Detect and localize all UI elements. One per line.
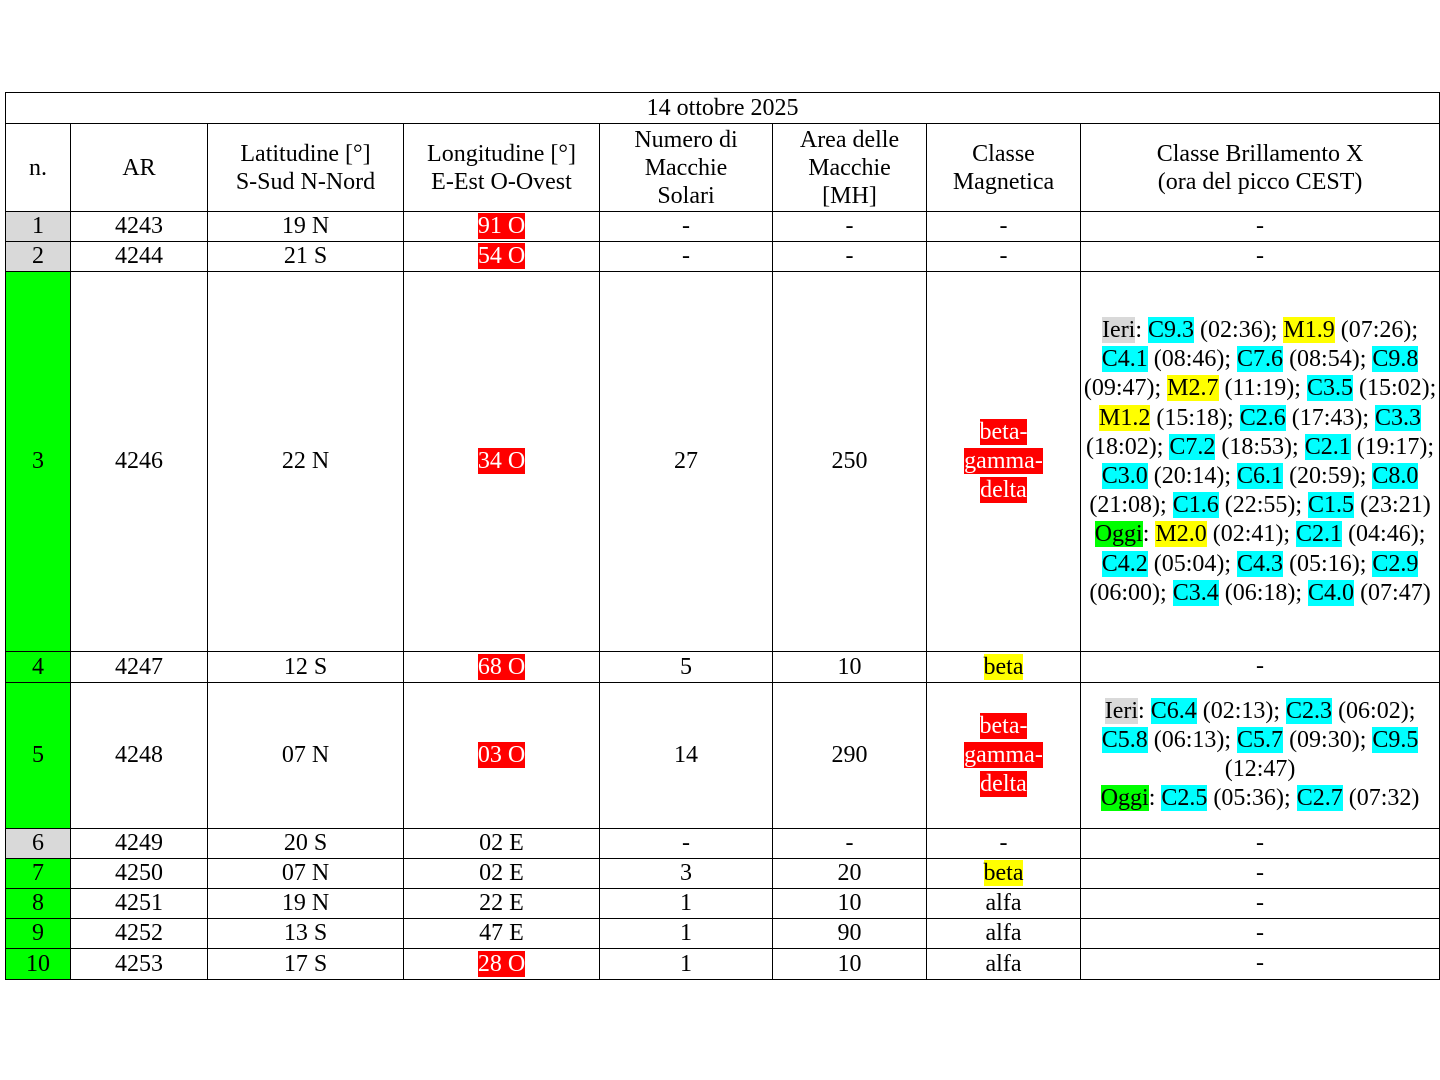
table-row: [6, 212, 1440, 242]
flare-class: M1.9: [1283, 316, 1335, 343]
flare-class: M2.7: [1167, 375, 1219, 402]
flare-time: (09:47);: [1083, 375, 1162, 402]
cell-lat: 19 N: [208, 212, 404, 242]
cell-area: 10: [773, 652, 927, 682]
flare-class: C2.9: [1372, 550, 1419, 577]
flare-class: C2.1: [1304, 433, 1351, 460]
cell-lat: 17 S: [208, 949, 404, 979]
flare-class: C5.7: [1237, 726, 1284, 753]
cell-spots: -: [600, 212, 773, 242]
flare-time: (06:18);: [1224, 579, 1303, 606]
cell-lat: 12 S: [208, 652, 404, 682]
flare-time: (08:46);: [1153, 346, 1232, 373]
flare-class: C2.1: [1296, 521, 1343, 548]
flare-class: C1.6: [1172, 492, 1219, 519]
today-label: Oggi: [1100, 785, 1149, 812]
flare-time: (07:47): [1360, 579, 1431, 606]
cell-area: 290: [773, 682, 927, 828]
cell-flares: -: [1081, 889, 1440, 919]
cell-area: -: [773, 242, 927, 272]
flare-time: (23:21): [1360, 492, 1431, 519]
cell-area: -: [773, 828, 927, 858]
cell-n: 3: [6, 272, 71, 652]
cell-area: 250: [773, 272, 927, 652]
cell-n: 6: [6, 828, 71, 858]
cell-mag: alfa: [927, 949, 1081, 979]
cell-mag: alfa: [927, 889, 1081, 919]
flare-time: (11:19);: [1224, 375, 1301, 402]
cell-spots: 14: [600, 682, 773, 828]
header-flare-class: Classe Brillamento X (ora del picco CEST): [1081, 124, 1440, 212]
cell-mag: [927, 682, 1081, 828]
cell-area: 90: [773, 919, 927, 949]
flare-time: (20:14);: [1153, 462, 1232, 489]
cell-lat: 07 N: [208, 858, 404, 888]
table-title: 14 ottobre 2025: [6, 93, 1440, 124]
header-longitude: Longitudine [°] E-Est O-Ovest: [404, 124, 600, 212]
cell-n: 9: [6, 919, 71, 949]
yesterday-label: Ieri: [1102, 316, 1136, 343]
cell-n: 7: [6, 858, 71, 888]
flare-class: C6.4: [1150, 697, 1197, 724]
sunspot-table: [5, 92, 1440, 980]
flare-class: C3.5: [1306, 375, 1353, 402]
flare-time: (05:04);: [1153, 550, 1232, 577]
cell-flares: -: [1081, 242, 1440, 272]
flare-time: (02:41);: [1212, 521, 1291, 548]
cell-n: 1: [6, 212, 71, 242]
cell-area: 10: [773, 949, 927, 979]
cell-lon: [404, 212, 600, 242]
flare-class: C5.8: [1101, 726, 1148, 753]
cell-flares: [1081, 682, 1440, 828]
cell-spots: 3: [600, 858, 773, 888]
cell-ar: 4248: [71, 682, 208, 828]
cell-spots: 27: [600, 272, 773, 652]
flare-time: (07:32): [1348, 785, 1420, 812]
header-ar: AR: [71, 124, 208, 212]
flare-time: (18:02);: [1086, 433, 1164, 460]
cell-flares: [1081, 272, 1440, 652]
header-latitude: Latitudine [°] S-Sud N-Nord: [208, 124, 404, 212]
cell-flares: -: [1081, 949, 1440, 979]
flare-time: (06:02);: [1338, 697, 1416, 724]
cell-lat: 19 N: [208, 889, 404, 919]
flares-yesterday: Ieri: C9.3 (02:36); M1.9 (07:26); C4.1 (08:46); C7.6 (08:54); C9.8 (09:47); M2.7 (11:19); C3.5 (15:02); M1.2 (15:18); C2.6 (17:43); C3.3 (18:02); C7.2 (18:53); C2.1 (19:17); C3.0 (20:14); C6.1 (20:59); C8.0 (21:08); C1.6 (22:55); C1.5 (23:21): [1083, 316, 1437, 519]
flare-class: C3.4: [1172, 579, 1219, 606]
flare-time: (12:47): [1224, 756, 1296, 783]
table-row: [6, 858, 1440, 888]
cell-n: 4: [6, 652, 71, 682]
flare-time: (22:55);: [1224, 492, 1303, 519]
cell-n: 2: [6, 242, 71, 272]
table-row: [6, 652, 1440, 682]
cell-lat: 13 S: [208, 919, 404, 949]
flare-class: C4.0: [1308, 579, 1355, 606]
flare-time: (20:59);: [1289, 462, 1367, 489]
cell-lon: 02 E: [404, 858, 600, 888]
cell-lat: 07 N: [208, 682, 404, 828]
mag-value: beta- gamma- delta: [964, 712, 1043, 797]
lon-value: 03 O: [477, 741, 526, 768]
flare-class: C4.1: [1101, 346, 1148, 373]
flares-today: Oggi: C2.5 (05:36); C2.7 (07:32): [1100, 785, 1420, 812]
flares-today: Oggi: M2.0 (02:41); C2.1 (04:46); C4.2 (05:04); C4.3 (05:16); C2.9 (06:00); C3.4 (06:18); C4.0 (07:47): [1089, 521, 1431, 606]
cell-mag: [927, 272, 1081, 652]
flare-class: C9.3: [1148, 316, 1195, 343]
table-row: [6, 242, 1440, 272]
cell-mag: -: [927, 212, 1081, 242]
cell-lat: 21 S: [208, 242, 404, 272]
cell-flares: -: [1081, 652, 1440, 682]
cell-flares: -: [1081, 919, 1440, 949]
flare-class: C2.7: [1296, 785, 1343, 812]
table-row: [6, 919, 1440, 949]
cell-flares: -: [1081, 858, 1440, 888]
cell-area: 20: [773, 858, 927, 888]
flare-class: C7.2: [1169, 433, 1216, 460]
cell-ar: 4252: [71, 919, 208, 949]
cell-lon: [404, 949, 600, 979]
flare-time: (17:43);: [1291, 404, 1370, 431]
cell-ar: 4250: [71, 858, 208, 888]
cell-n: 10: [6, 949, 71, 979]
flare-time: (06:13);: [1153, 726, 1232, 753]
flare-class: C8.0: [1372, 462, 1419, 489]
flare-class: C4.2: [1101, 550, 1148, 577]
cell-spots: 1: [600, 919, 773, 949]
flare-time: (07:26);: [1340, 316, 1419, 343]
cell-lon: 02 E: [404, 828, 600, 858]
table-row: [6, 272, 1440, 652]
flare-class: C2.6: [1239, 404, 1286, 431]
flare-class: C9.5: [1372, 726, 1419, 753]
cell-spots: 1: [600, 889, 773, 919]
flare-time: (04:46);: [1348, 521, 1426, 548]
cell-ar: 4246: [71, 272, 208, 652]
mag-value: beta: [983, 859, 1024, 886]
cell-mag: -: [927, 242, 1081, 272]
cell-mag: [927, 652, 1081, 682]
cell-spots: 5: [600, 652, 773, 682]
table-row: [6, 889, 1440, 919]
cell-flares: -: [1081, 828, 1440, 858]
cell-lon: [404, 682, 600, 828]
flare-class: C9.8: [1372, 346, 1419, 373]
cell-ar: 4253: [71, 949, 208, 979]
header-spot-count: Numero di Macchie Solari: [600, 124, 773, 212]
cell-lon: [404, 272, 600, 652]
flare-class: C3.0: [1101, 462, 1148, 489]
flare-time: (05:36);: [1213, 785, 1291, 812]
cell-ar: 4244: [71, 242, 208, 272]
flare-class: C2.5: [1161, 785, 1208, 812]
cell-mag: alfa: [927, 919, 1081, 949]
cell-lat: 20 S: [208, 828, 404, 858]
flare-time: (02:13);: [1202, 697, 1281, 724]
yesterday-label: Ieri: [1104, 697, 1139, 724]
cell-spots: -: [600, 828, 773, 858]
mag-value: beta- gamma- delta: [964, 419, 1043, 504]
cell-area: -: [773, 212, 927, 242]
flare-time: (06:00);: [1089, 579, 1167, 606]
lon-value: 68 O: [477, 653, 526, 680]
cell-lat: 22 N: [208, 272, 404, 652]
flare-time: (19:17);: [1356, 433, 1435, 460]
flare-time: (05:16);: [1289, 550, 1367, 577]
flare-time: (15:02);: [1358, 375, 1437, 402]
lon-value: 54 O: [477, 243, 526, 270]
cell-lon: [404, 242, 600, 272]
cell-mag: -: [927, 828, 1081, 858]
flare-class: M2.0: [1155, 521, 1207, 548]
cell-ar: 4251: [71, 889, 208, 919]
flare-time: (15:18);: [1156, 404, 1234, 431]
flare-time: (08:54);: [1289, 346, 1367, 373]
cell-spots: -: [600, 242, 773, 272]
flare-class: C1.5: [1308, 492, 1355, 519]
lon-value: 28 O: [477, 950, 526, 977]
cell-area: 10: [773, 889, 927, 919]
table-row: [6, 682, 1440, 828]
flare-class: C6.1: [1237, 462, 1284, 489]
header-n: n.: [6, 124, 71, 212]
cell-ar: 4249: [71, 828, 208, 858]
mag-value: beta: [983, 653, 1024, 680]
flare-time: (21:08);: [1089, 492, 1167, 519]
cell-mag: [927, 858, 1081, 888]
flare-time: (02:36);: [1200, 316, 1278, 343]
cell-n: 8: [6, 889, 71, 919]
flare-class: M1.2: [1099, 404, 1151, 431]
header-spot-area: Area delle Macchie [MH]: [773, 124, 927, 212]
cell-lon: 47 E: [404, 919, 600, 949]
flare-class: C7.6: [1237, 346, 1284, 373]
flare-time: (18:53);: [1221, 433, 1299, 460]
flare-class: C3.3: [1375, 404, 1422, 431]
cell-n: 5: [6, 682, 71, 828]
cell-ar: 4243: [71, 212, 208, 242]
cell-ar: 4247: [71, 652, 208, 682]
header-magnetic-class: Classe Magnetica: [927, 124, 1081, 212]
flare-class: C4.3: [1237, 550, 1284, 577]
flare-time: (09:30);: [1289, 726, 1367, 753]
flare-class: C2.3: [1286, 697, 1333, 724]
today-label: Oggi: [1094, 521, 1143, 548]
cell-flares: -: [1081, 212, 1440, 242]
table-row: [6, 828, 1440, 858]
cell-lon: 22 E: [404, 889, 600, 919]
cell-lon: [404, 652, 600, 682]
header-row: [6, 124, 1440, 212]
flares-yesterday: Ieri: C6.4 (02:13); C2.3 (06:02); C5.8 (06:13); C5.7 (09:30); C9.5 (12:47): [1101, 697, 1419, 783]
lon-value: 91 O: [477, 213, 526, 240]
table-row: [6, 949, 1440, 979]
cell-spots: 1: [600, 949, 773, 979]
lon-value: 34 O: [477, 448, 526, 475]
